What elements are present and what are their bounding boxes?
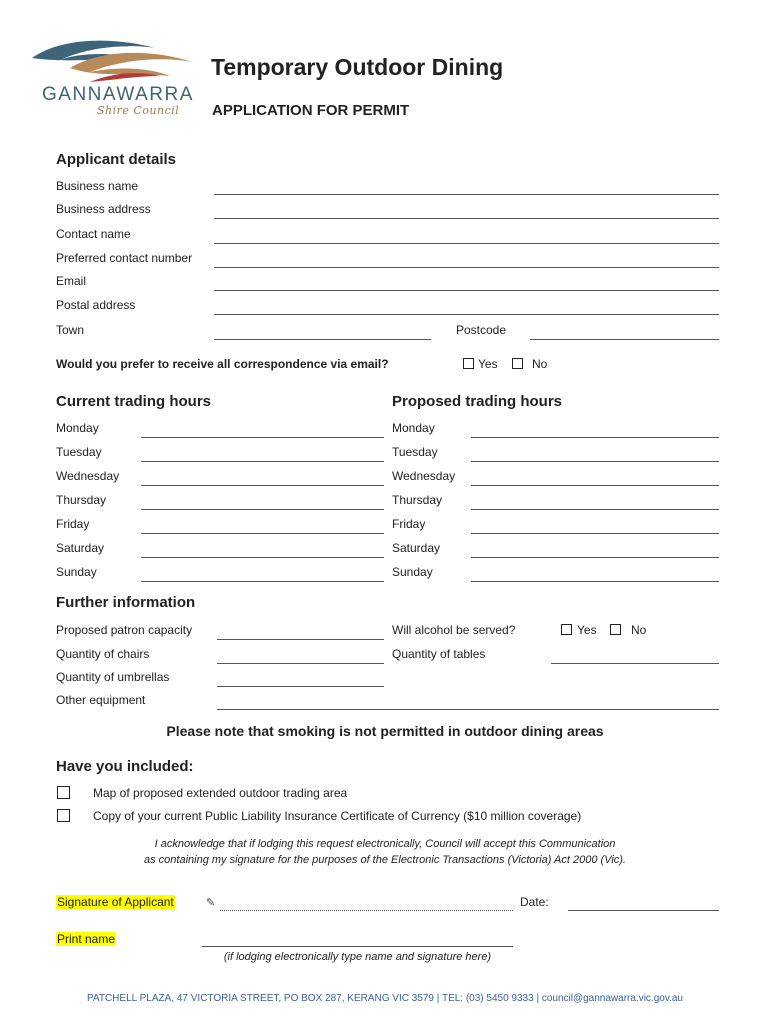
postal-address-field[interactable] xyxy=(214,314,719,315)
correspondence-no-label: No xyxy=(532,357,548,371)
signature-pen-icon: ✎ xyxy=(206,897,216,909)
current-trading-hours-heading: Current trading hours xyxy=(56,393,212,410)
patron-capacity-field[interactable] xyxy=(217,639,384,640)
proposed-wednesday-field[interactable] xyxy=(471,485,719,486)
current-sunday-field[interactable] xyxy=(141,581,384,582)
other-equipment-label: Other equipment xyxy=(56,693,146,707)
page-title: Temporary Outdoor Dining xyxy=(211,54,504,80)
page-subtitle: APPLICATION FOR PERMIT xyxy=(212,102,410,119)
smoking-notice: Please note that smoking is not permitted in outdoor dining areas xyxy=(166,723,604,739)
proposed-saturday-field[interactable] xyxy=(471,557,719,558)
map-included-label: Map of proposed extended outdoor trading area xyxy=(93,786,348,800)
business-address-field[interactable] xyxy=(214,218,719,219)
proposed-tuesday-field[interactable] xyxy=(471,461,719,462)
current-wednesday-field[interactable] xyxy=(141,485,384,486)
correspondence-yes-checkbox[interactable] xyxy=(463,358,474,369)
proposed-day-label: Monday xyxy=(392,421,435,435)
signature-label-text: Signature of Applicant xyxy=(57,895,174,909)
contact-name-field[interactable] xyxy=(214,243,719,244)
further-information-heading: Further information xyxy=(56,594,196,611)
acknowledgement-line-2: as containing my signature for the purposes of the Electronic Transactions (Victoria) Act 2000 (Vic). xyxy=(144,854,626,866)
proposed-trading-hours-heading: Proposed trading hours xyxy=(392,393,563,410)
tables-label: Quantity of tables xyxy=(392,647,486,661)
print-name-label xyxy=(56,932,116,946)
patron-capacity-label: Proposed patron capacity xyxy=(56,623,193,637)
umbrellas-field[interactable] xyxy=(217,686,384,687)
proposed-day-label: Tuesday xyxy=(392,445,438,459)
alcohol-no-checkbox[interactable] xyxy=(610,624,621,635)
alcohol-yes-checkbox[interactable] xyxy=(561,624,572,635)
applicant-details-heading: Applicant details xyxy=(56,151,177,168)
business-address-label: Business address xyxy=(56,202,151,216)
postal-address-label: Postal address xyxy=(56,298,136,312)
email-field[interactable] xyxy=(214,290,719,291)
alcohol-question: Will alcohol be served? xyxy=(392,623,516,637)
proposed-friday-field[interactable] xyxy=(471,533,719,534)
acknowledgement-line-1: I acknowledge that if lodging this request electronically, Council will accept this Communication xyxy=(154,838,616,850)
map-included-checkbox[interactable] xyxy=(57,786,70,799)
have-you-included-heading: Have you included: xyxy=(56,758,194,775)
signature-label xyxy=(56,895,175,909)
postcode-label: Postcode xyxy=(456,323,507,337)
print-name-field[interactable] xyxy=(202,946,513,947)
insurance-included-checkbox[interactable] xyxy=(57,809,70,822)
date-field[interactable] xyxy=(568,910,719,911)
current-friday-field[interactable] xyxy=(141,533,384,534)
town-field[interactable] xyxy=(214,339,431,340)
current-day-label: Friday xyxy=(56,517,90,531)
umbrellas-label: Quantity of umbrellas xyxy=(56,670,170,684)
contact-number-field[interactable] xyxy=(214,267,719,268)
tables-field[interactable] xyxy=(551,663,719,664)
other-equipment-field[interactable] xyxy=(217,709,719,710)
contact-name-label: Contact name xyxy=(56,227,131,241)
contact-number-label: Preferred contact number xyxy=(56,251,193,265)
proposed-thursday-field[interactable] xyxy=(471,509,719,510)
print-name-label-text: Print name xyxy=(57,932,116,946)
proposed-monday-field[interactable] xyxy=(471,437,719,438)
current-day-label: Tuesday xyxy=(56,445,102,459)
business-name-field[interactable] xyxy=(214,194,719,195)
current-tuesday-field[interactable] xyxy=(141,461,384,462)
current-day-label: Thursday xyxy=(56,493,107,507)
business-name-label: Business name xyxy=(56,179,139,193)
correspondence-question: Would you prefer to receive all correspondence via email? xyxy=(56,357,389,371)
email-label: Email xyxy=(56,274,87,288)
date-label: Date: xyxy=(520,895,549,909)
proposed-day-label: Friday xyxy=(392,517,426,531)
correspondence-no-checkbox[interactable] xyxy=(512,358,523,369)
current-day-label: Saturday xyxy=(56,541,105,555)
current-day-label: Monday xyxy=(56,421,99,435)
town-label: Town xyxy=(56,323,85,337)
signature-field[interactable] xyxy=(220,910,513,911)
correspondence-yes-label: Yes xyxy=(478,357,498,371)
postcode-field[interactable] xyxy=(530,339,719,340)
current-monday-field[interactable] xyxy=(141,437,384,438)
proposed-day-label: Sunday xyxy=(392,565,433,579)
insurance-included-label: Copy of your current Public Liability Insurance Certificate of Currency ($10 million coverage) xyxy=(93,809,582,823)
proposed-day-label: Saturday xyxy=(392,541,441,555)
alcohol-no-label: No xyxy=(631,623,647,637)
current-thursday-field[interactable] xyxy=(141,509,384,510)
alcohol-yes-label: Yes xyxy=(577,623,597,637)
logo-name: GANNAWARRA xyxy=(42,84,194,105)
proposed-day-label: Wednesday xyxy=(392,469,456,483)
chairs-field[interactable] xyxy=(217,663,384,664)
current-day-label: Wednesday xyxy=(56,469,120,483)
proposed-day-label: Thursday xyxy=(392,493,443,507)
chairs-label: Quantity of chairs xyxy=(56,647,150,661)
current-saturday-field[interactable] xyxy=(141,557,384,558)
logo-swoosh-graphic xyxy=(30,38,195,90)
page-footer: PATCHELL PLAZA, 47 VICTORIA STREET, PO BOX 287, KERANG VIC 3579 | TEL: (03) 5450 9333 | council@gannawarra.vic.gov.au xyxy=(87,993,683,1004)
logo-tagline: Shire Council xyxy=(97,104,180,117)
print-name-hint: (if lodging electronically type name and signature here) xyxy=(223,951,492,963)
proposed-sunday-field[interactable] xyxy=(471,581,719,582)
current-day-label: Sunday xyxy=(56,565,97,579)
